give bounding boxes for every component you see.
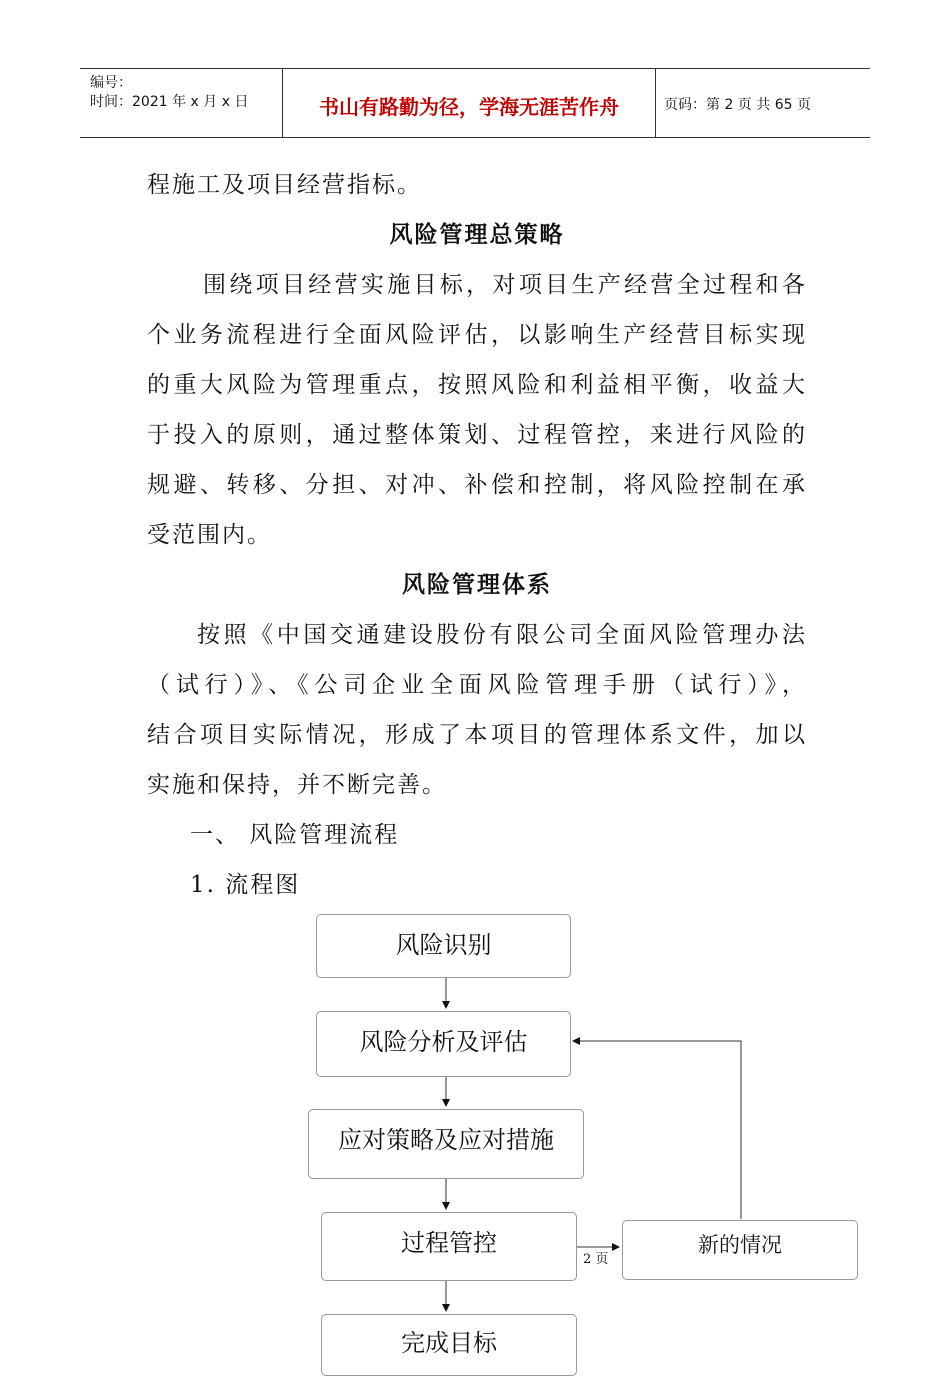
- heading-risk-process: 一、 风险管理流程: [190, 822, 400, 848]
- flow-step-respond: [308, 1109, 584, 1179]
- flow-step-identify: [316, 914, 571, 978]
- flow-step-label: 完成目标: [401, 1329, 497, 1357]
- flow-step-label: 应对策略及应对措施: [338, 1126, 554, 1154]
- document-number: 编号：: [90, 75, 132, 91]
- section-title-system: 风险管理体系: [402, 571, 552, 598]
- page-indicator: 页码：第 2 页 共 65 页: [664, 97, 811, 113]
- flow-step-label: 风险分析及评估: [359, 1028, 528, 1056]
- arrow-feedback-loop: [573, 1041, 741, 1219]
- paragraph-line: 围绕项目经营实施目标，对项目生产经营全过程和各: [203, 272, 807, 298]
- paragraph-line: 的重大风险为管理重点，按照风险和利益相平衡，收益大: [147, 372, 807, 398]
- paragraph-line: 结合项目实际情况，形成了本项目的管理体系文件，加以: [147, 722, 807, 748]
- flow-step-label: 过程管控: [401, 1229, 497, 1257]
- paragraph-line: 个业务流程进行全面风险评估，以影响生产经营目标实现: [147, 322, 807, 348]
- paragraph-line: 实施和保持，并不断完善。: [147, 772, 447, 798]
- flow-step-control: [321, 1212, 577, 1281]
- page-number: 2 页: [583, 1252, 609, 1267]
- flow-step-new-situation: [622, 1220, 858, 1280]
- flow-step-goal: [321, 1314, 577, 1376]
- paragraph-line: 按照《中国交通建设股份有限公司全面风险管理办法: [197, 622, 807, 648]
- section-title-strategy: 风险管理总策略: [389, 221, 565, 248]
- flow-step-label: 风险识别: [395, 931, 492, 959]
- header-motto: 书山有路勤为径，学海无涯苦作舟: [319, 95, 619, 119]
- paragraph-line: 于投入的原则，通过整体策划、过程管控，来进行风险的: [147, 422, 807, 448]
- flow-step-analyze: [316, 1011, 571, 1077]
- paragraph-line: 规避、转移、分担、对冲、补偿和控制，将风险控制在承: [147, 472, 807, 498]
- document-date: 时间：2021 年 x 月 x 日: [90, 94, 249, 110]
- heading-flowchart: 1. 流程图: [190, 872, 301, 898]
- flow-step-label: 新的情况: [698, 1233, 782, 1257]
- paragraph-line: （试行）》、《公司企业全面风险管理手册（试行）》，: [147, 672, 807, 698]
- paragraph-continuation: 程施工及项目经营指标。: [147, 172, 422, 198]
- paragraph-line: 受范围内。: [147, 522, 272, 548]
